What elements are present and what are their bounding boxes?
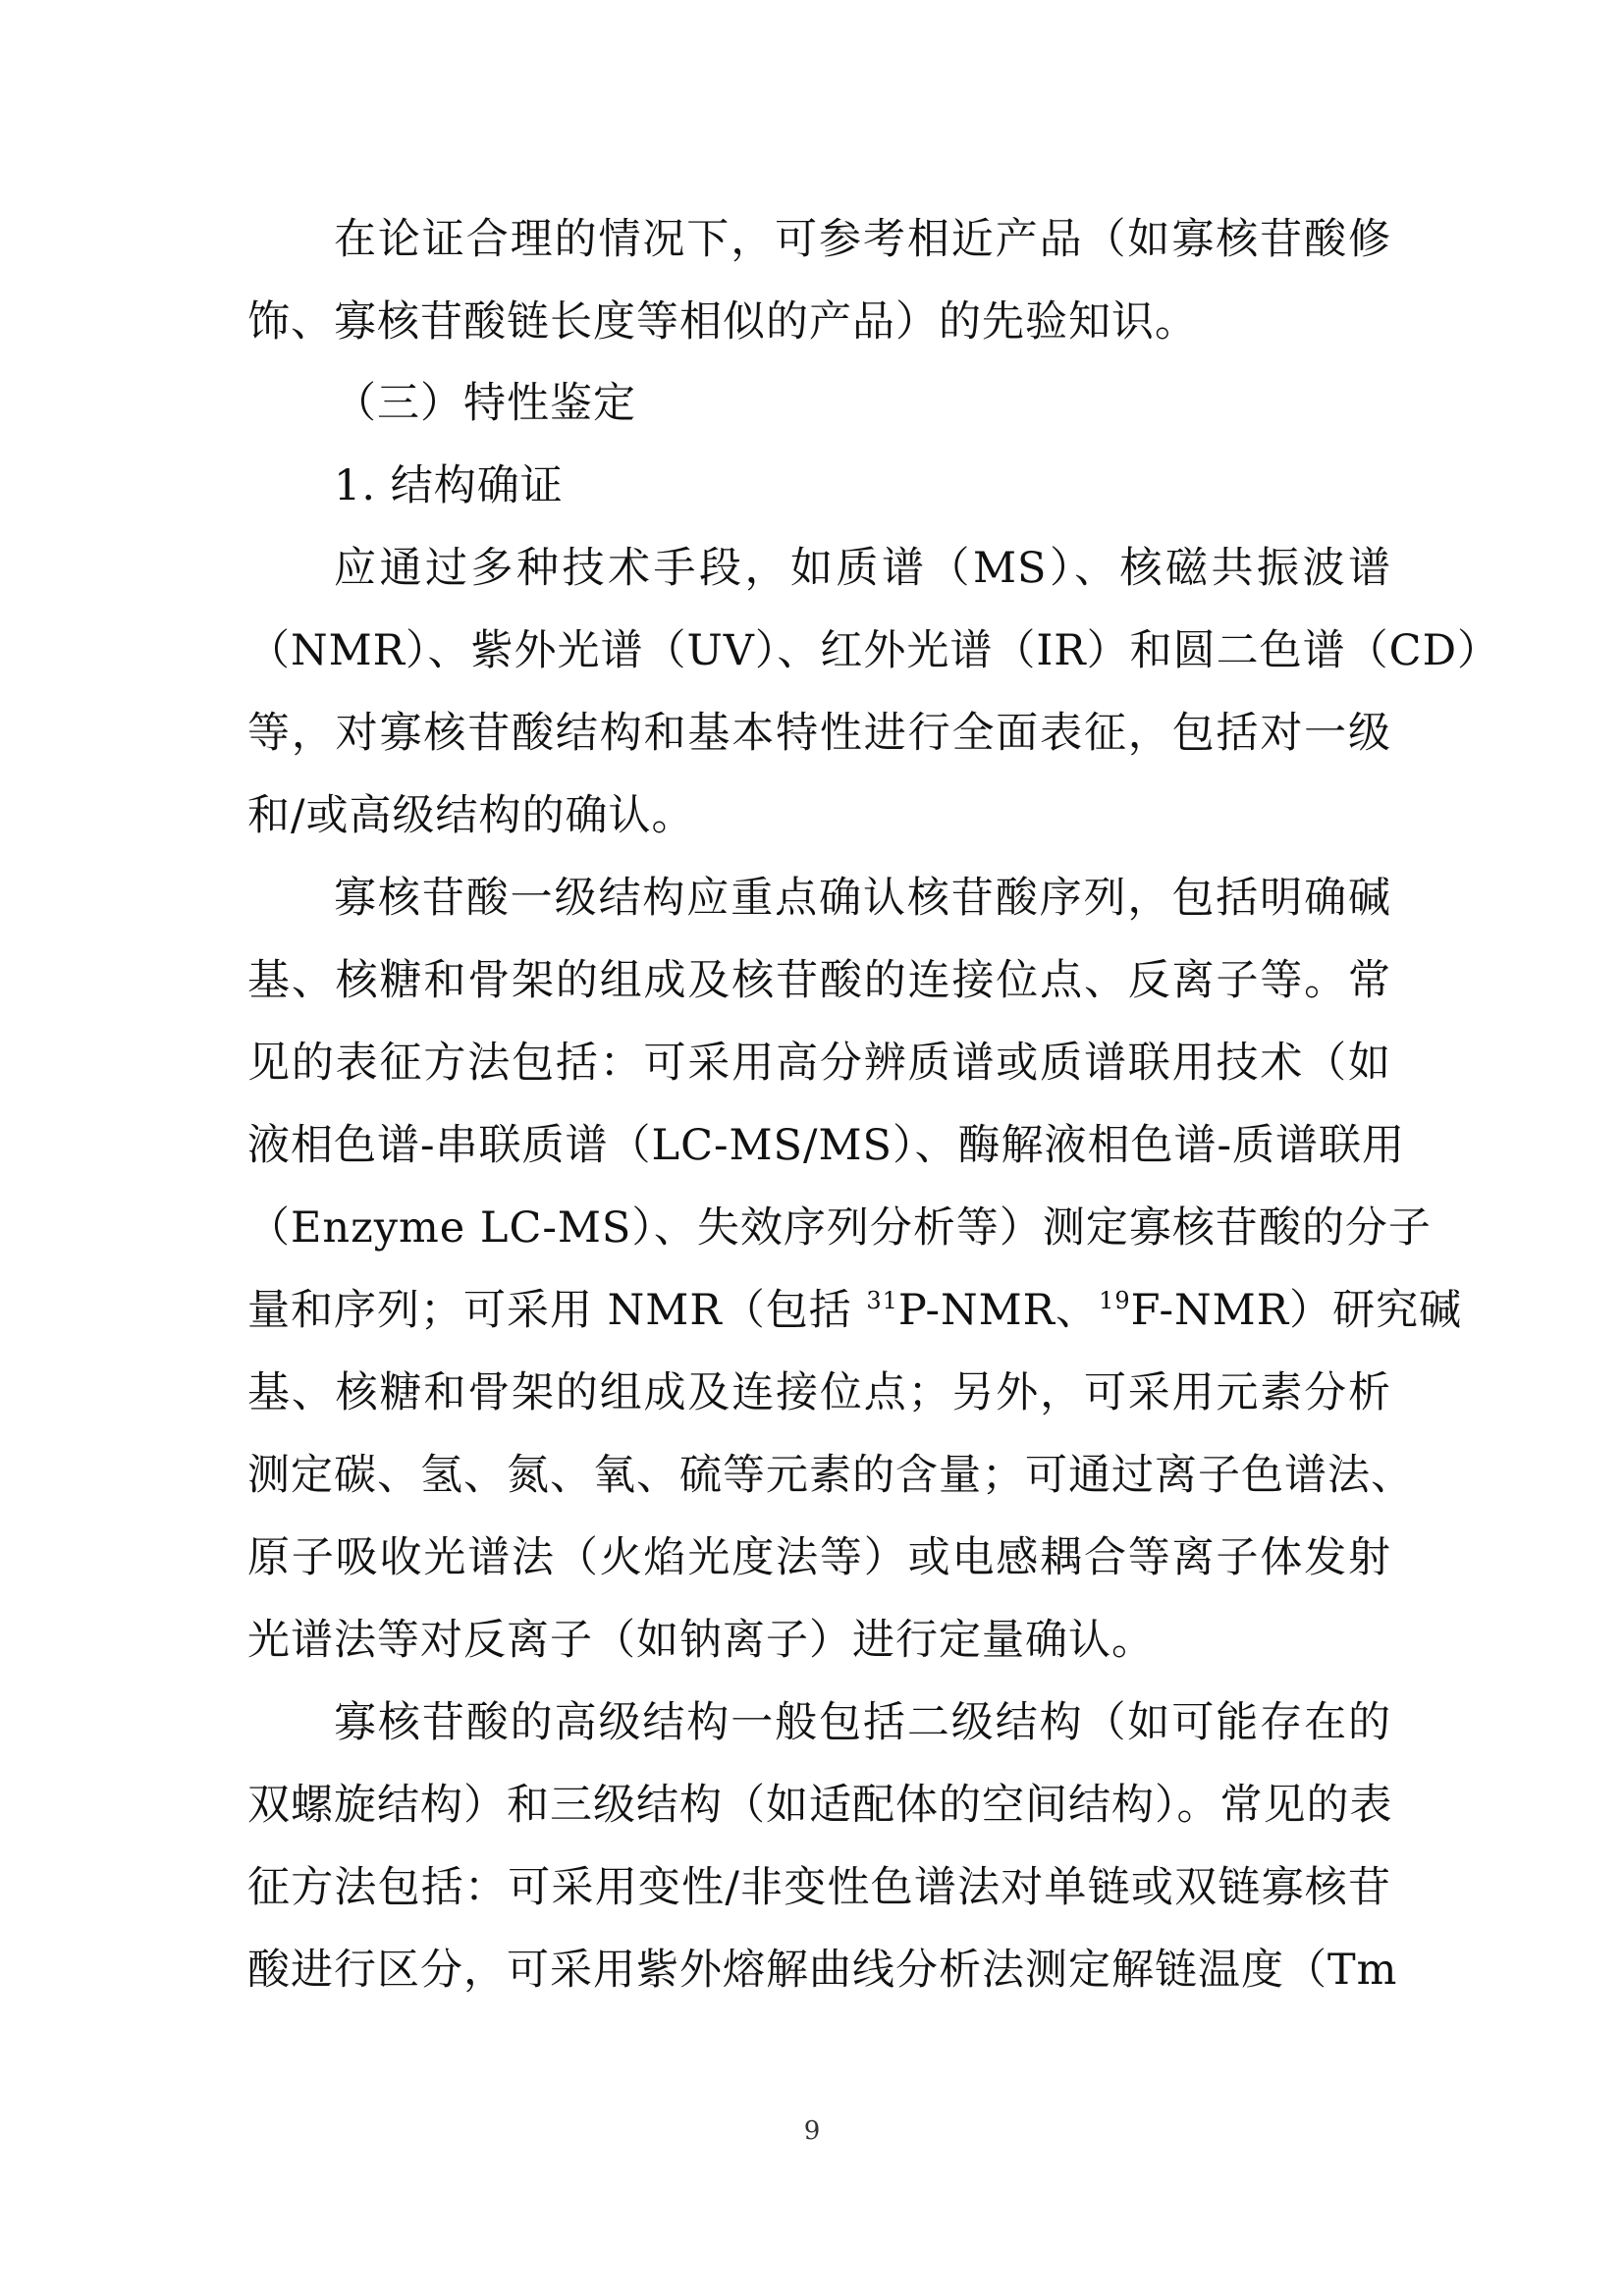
text-line: 基、核糖和骨架的组成及核苷酸的连接位点、反离子等。常 bbox=[247, 956, 1391, 1005]
text-line-with-superscripts bbox=[247, 1281, 1463, 1340]
text-line: 原子吸收光谱法（火焰光度法等）或电感耦合等离子体发射 bbox=[247, 1533, 1391, 1582]
text-line: 应通过多种技术手段，如质谱（MS）、核磁共振波谱 bbox=[334, 544, 1391, 593]
text-line: 和/或高级结构的确认。 bbox=[247, 791, 695, 840]
text-segment: P-NMR、 bbox=[897, 1286, 1100, 1335]
text-line: 征方法包括：可采用变性/非变性色谱法对单链或双链寡核苷 bbox=[247, 1863, 1391, 1912]
text-line: 基、核糖和骨架的组成及连接位点；另外，可采用元素分析 bbox=[247, 1368, 1391, 1417]
text-line: 寡核苷酸一级结构应重点确认核苷酸序列，包括明确碱 bbox=[334, 874, 1391, 923]
superscript: 19 bbox=[1099, 1287, 1131, 1314]
text-line: 液相色谱-串联质谱（LC-MS/MS）、酶解液相色谱-质谱联用 bbox=[247, 1121, 1406, 1170]
text-line: 等，对寡核苷酸结构和基本特性进行全面表征，包括对一级 bbox=[247, 709, 1391, 758]
text-line: 光谱法等对反离子（如钠离子）进行定量确认。 bbox=[247, 1616, 1155, 1665]
text-line: 见的表征方法包括：可采用高分辨质谱或质谱联用技术（如 bbox=[247, 1039, 1391, 1088]
text-line: （Enzyme LC-MS）、失效序列分析等）测定寡核苷酸的分子 bbox=[247, 1203, 1432, 1253]
text-line: 在论证合理的情况下，可参考相近产品（如寡核苷酸修 bbox=[334, 215, 1391, 264]
text-line: （NMR）、紫外光谱（UV）、红外光谱（IR）和圆二色谱（CD） bbox=[247, 626, 1501, 675]
page-number: 9 bbox=[803, 2116, 821, 2146]
text-line: 酸进行区分，可采用紫外熔解曲线分析法测定解链温度（Tm bbox=[247, 1946, 1398, 1995]
text-line: 饰、寡核苷酸链长度等相似的产品）的先验知识。 bbox=[247, 297, 1198, 347]
subsection-heading: 1. 结构确证 bbox=[334, 461, 564, 510]
text-line: 双螺旋结构）和三级结构（如适配体的空间结构）。常见的表 bbox=[247, 1781, 1393, 1830]
section-heading: （三）特性鉴定 bbox=[334, 379, 636, 428]
text-segment: F-NMR）研究碱 bbox=[1130, 1286, 1463, 1335]
superscript: 31 bbox=[866, 1287, 898, 1314]
text-segment: 量和序列；可采用 NMR（包括 bbox=[247, 1286, 867, 1335]
text-line: 寡核苷酸的高级结构一般包括二级结构（如可能存在的 bbox=[334, 1698, 1391, 1747]
text-line: 测定碳、氢、氮、氧、硫等元素的含量；可通过离子色谱法、 bbox=[247, 1451, 1414, 1500]
